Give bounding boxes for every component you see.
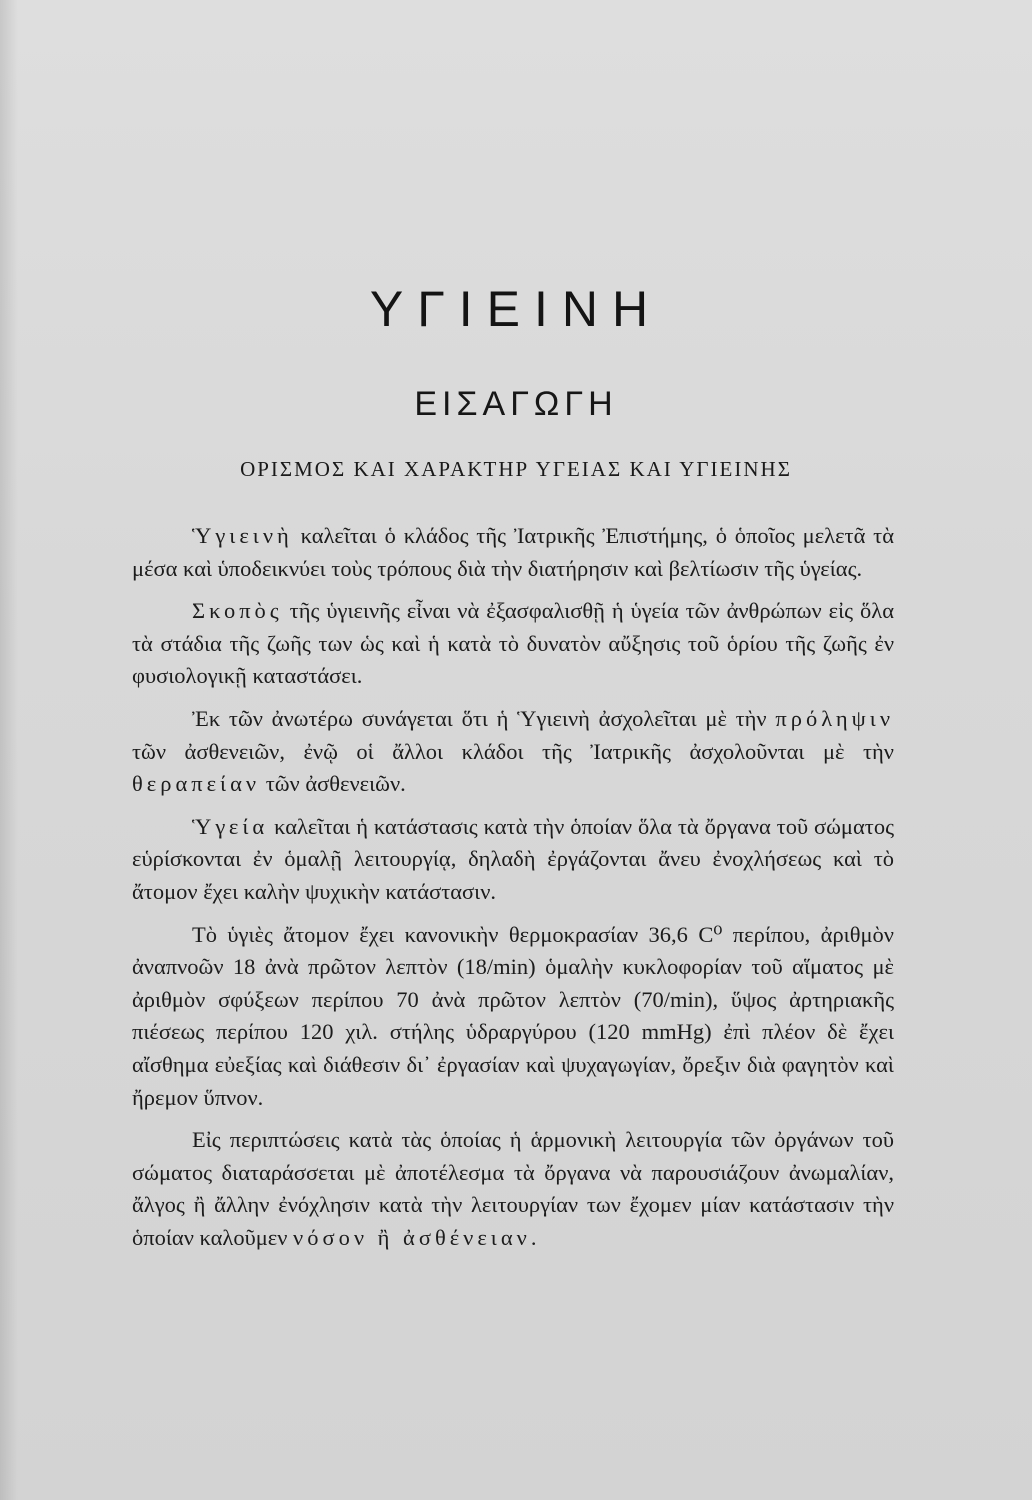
paragraph-text: καλεῖται ἡ κατάστασις κατὰ τὴν ὁποίαν ὅλα τὰ ὄργανα τοῦ σώματος εὑρίσκονται ἐν ὁμαλῇ λειτουργίᾳ, δηλαδὴ ἐργάζονται ἄνευ ἐνοχλήσεως καὶ τὸ ἄτομον ἔχει καλὴν ψυχικὴν κατάστασιν. — [132, 813, 894, 904]
paragraph-prevention — [132, 703, 894, 801]
page-title: ΥΓΙΕΙΝΗ — [369, 281, 663, 337]
paragraph-text: Τὸ ὑγιὲς ἄτομον ἔχει κανονικὴν θερμοκρασίαν 36,6 C⁰ περίπου, ἀριθμὸν ἀναπνοῶν 18 ἀνὰ πρῶτον λεπτὸν (18/min) ὁμαλὴν κυκλοφορίαν τοῦ αἵματος μὲ ἀριθμὸν σφύξεων περίπου 70 ἀνὰ πρῶτον λεπτὸν (70/min), ὕψος ἀρτηριακῆς πιέσεως περίπου 120 χιλ. στήλης ὑδραργύρου (120 mmHg) ἐπὶ πλέον δὲ ἔχει αἴσθημα εὐεξίας καὶ διάθεσιν δι᾽ ἐργασίαν καὶ ψυχαγωγίαν, ὄρεξιν διὰ φαγητὸν καὶ ἤρεμον ὕπνον. — [132, 921, 894, 1110]
section-heading: ΟΡΙΣΜΟΣ ΚΑΙ ΧΑΡΑΚΤΗΡ ΥΓΕΙΑΣ ΚΑΙ ΥΓΙΕΙΝΗΣ — [240, 457, 792, 481]
term-health: Ὑγεία — [192, 813, 269, 839]
body-text — [132, 520, 894, 1264]
term-disease: νόσον ἢ ἀσθένειαν. — [293, 1224, 541, 1250]
paragraph-purpose — [132, 595, 894, 693]
paragraph-health-definition — [132, 811, 894, 909]
paragraph-hygiene-definition — [132, 520, 894, 585]
term-prevention: πρόληψιν — [775, 705, 894, 731]
paragraph-text: τῶν ἀσθενειῶν. — [260, 771, 406, 797]
term-hygiene: Ὑγιεινὴ — [192, 523, 293, 548]
paragraph-text: καλεῖται ὁ κλάδος τῆς Ἰατρικῆς Ἐπιστήμης, ὁ ὁποῖος μελετᾶ τὰ μέσα καὶ ὑποδεικνύει τοὺς τρόπους διὰ τὴν διατήρησιν καὶ βελτίωσιν τῆς ὑγείας. — [132, 523, 894, 581]
paragraph-disease — [132, 1124, 894, 1254]
paragraph-healthy-individual — [132, 919, 894, 1115]
page-edge-shadow — [0, 0, 18, 1500]
paragraph-text: τῶν ἀσθενειῶν, ἐνῷ οἱ ἄλλοι κλάδοι τῆς Ἰατρικῆς ἀσχολοῦνται μὲ τὴν — [132, 738, 894, 764]
term-purpose: Σκοπὸς — [192, 598, 283, 624]
term-therapy: θεραπείαν — [132, 771, 261, 797]
paragraph-text: τῆς ὑγιεινῆς εἶναι νὰ ἐξασφαλισθῇ ἡ ὑγεία τῶν ἀνθρώπων εἰς ὅλα τὰ στάδια τῆς ζωῆς των ὡς καὶ ἡ κατὰ τὸ δυνατὸν αὔξησις τοῦ ὁρίου τῆς ζωῆς ἐν φυσιολογικῇ καταστάσει. — [132, 598, 894, 689]
paragraph-text: Εἰς περιπτώσεις κατὰ τὰς ὁποίας ἡ ἁρμονικὴ λειτουργία τῶν ὀργάνων τοῦ σώματος διαταράσσεται μὲ ἀποτέλεσμα τὰ ὄργανα νὰ παρουσιάζουν ἀνωμαλίαν, ἄλγος ἢ ἄλλην ἐνόχλησιν κατὰ τὴν λειτουργίαν των ἔχομεν μίαν κατάστασιν τὴν ὁποίαν καλοῦμεν — [132, 1127, 894, 1250]
chapter-subtitle: ΕΙΣΑΓΩΓΗ — [414, 385, 618, 423]
paragraph-text: Ἐκ τῶν ἀνωτέρω συνάγεται ὅτι ἡ Ὑγιεινὴ ἀσχολεῖται μὲ τὴν — [192, 705, 776, 731]
